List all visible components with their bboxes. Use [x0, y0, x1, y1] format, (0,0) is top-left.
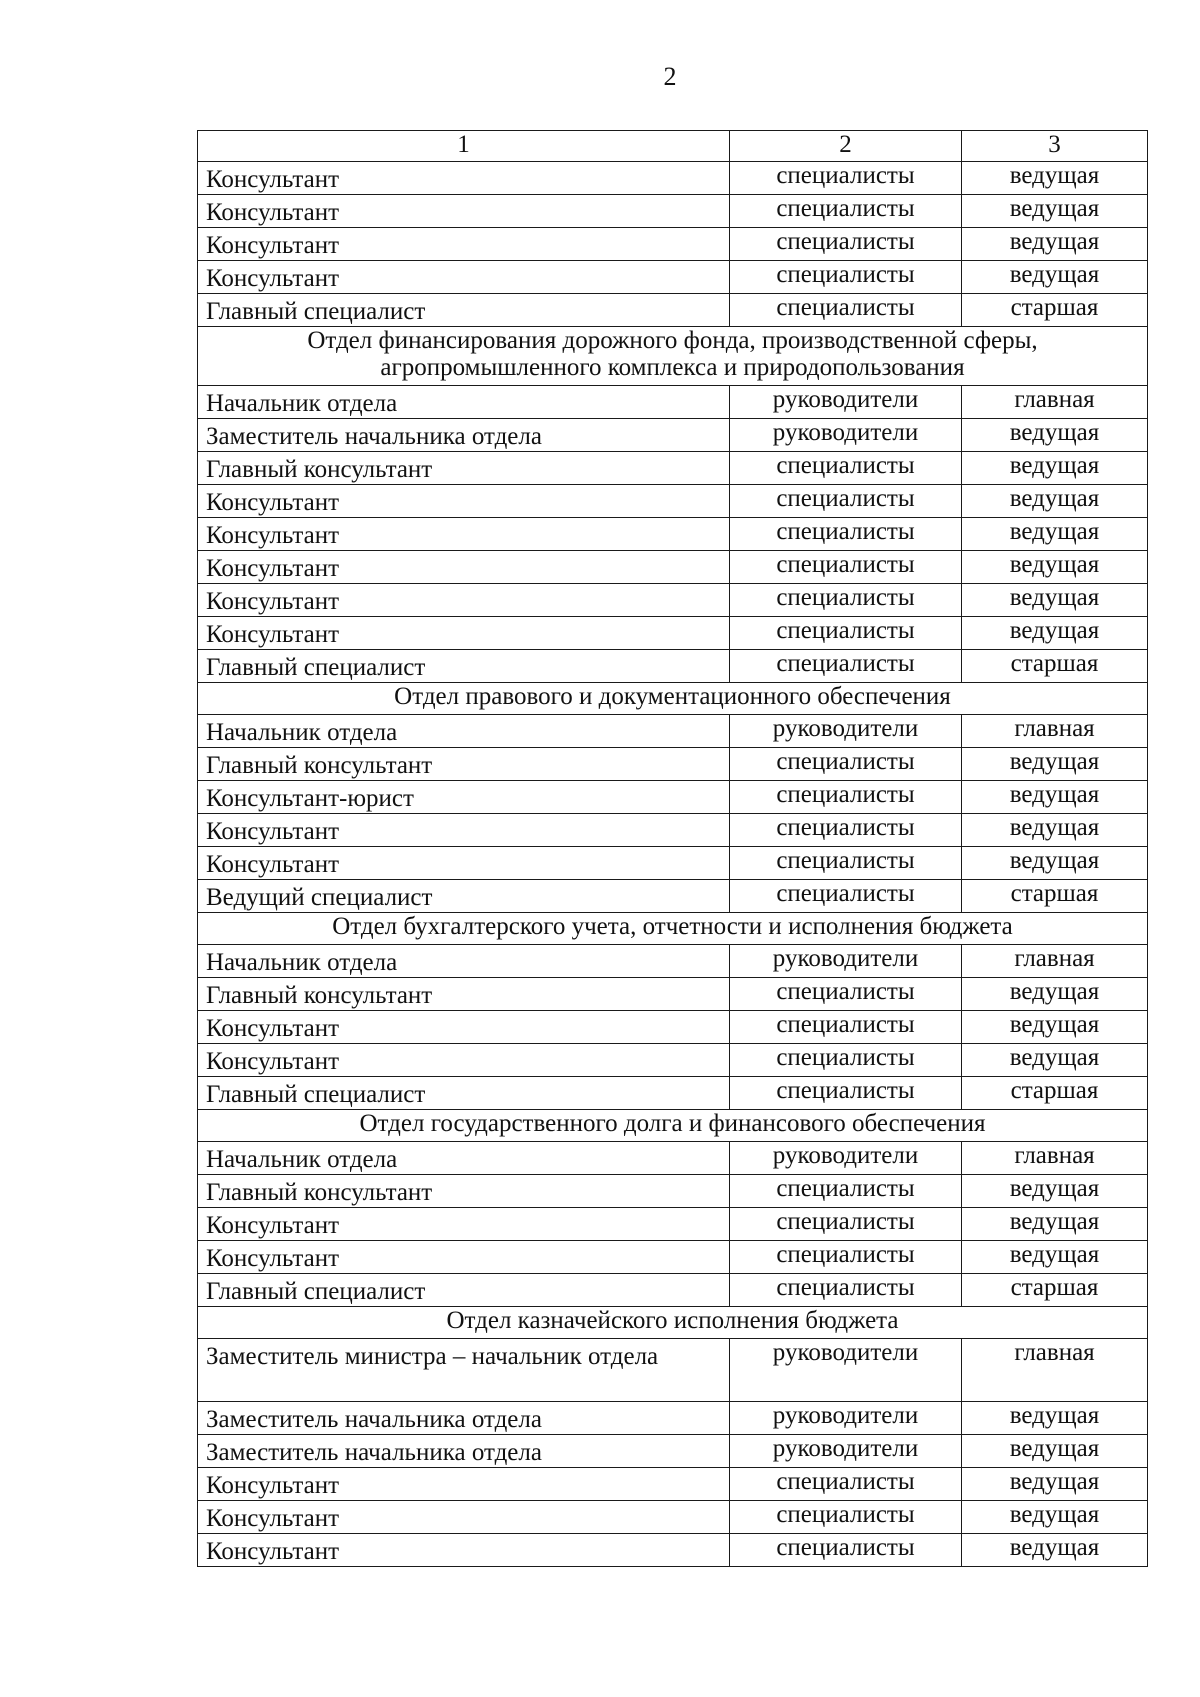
table-row	[198, 551, 1148, 584]
position-cell-text: Заместитель начальника отдела	[206, 1439, 542, 1466]
group-cell	[962, 945, 1148, 978]
category-cell	[730, 1142, 962, 1175]
position-cell-text: Консультант	[206, 489, 340, 516]
position-cell-text: Консультант	[206, 588, 340, 615]
table-row	[198, 1077, 1148, 1110]
group-cell-text: ведущая	[1009, 1241, 1100, 1268]
group-cell-text: старшая	[1010, 294, 1099, 321]
category-cell-text: специалисты	[776, 617, 915, 644]
department-title: Отдел правового и документационного обеспечения	[198, 683, 1148, 715]
group-cell-text: старшая	[1010, 1274, 1099, 1301]
table-row	[198, 294, 1148, 327]
group-cell-text: ведущая	[1009, 162, 1100, 189]
group-cell	[962, 1241, 1148, 1274]
department-section-row	[198, 913, 1148, 945]
category-cell	[730, 518, 962, 551]
category-cell-text: специалисты	[776, 847, 915, 874]
table-row	[198, 1208, 1148, 1241]
group-cell-text: ведущая	[1009, 195, 1100, 222]
group-cell-text: ведущая	[1009, 847, 1100, 874]
position-cell	[198, 1142, 730, 1175]
category-cell-text: специалисты	[776, 1175, 915, 1202]
category-cell	[730, 650, 962, 683]
group-cell	[962, 452, 1148, 485]
group-cell-text: ведущая	[1009, 1011, 1100, 1038]
group-cell	[962, 748, 1148, 781]
category-cell	[730, 617, 962, 650]
group-cell	[962, 195, 1148, 228]
category-cell	[730, 1175, 962, 1208]
category-cell	[730, 978, 962, 1011]
group-cell-text: ведущая	[1009, 1402, 1100, 1429]
position-cell-text: Консультант	[206, 818, 340, 845]
group-cell	[962, 1435, 1148, 1468]
department-section-row	[198, 1110, 1148, 1142]
group-cell	[962, 715, 1148, 748]
position-cell	[198, 650, 730, 683]
position-cell-text: Главный консультант	[206, 752, 433, 779]
table-row	[198, 1468, 1148, 1501]
position-cell	[198, 781, 730, 814]
category-cell-text: специалисты	[776, 485, 915, 512]
group-cell	[962, 551, 1148, 584]
group-cell	[962, 1044, 1148, 1077]
group-cell	[962, 880, 1148, 913]
group-cell	[962, 294, 1148, 327]
category-cell	[730, 1077, 962, 1110]
position-cell-text: Ведущий специалист	[206, 884, 433, 911]
category-cell-text: специалисты	[776, 1011, 915, 1038]
position-cell-text: Главный специалист	[206, 654, 426, 681]
position-cell-text: Консультант	[206, 851, 340, 878]
position-cell	[198, 228, 730, 261]
group-cell-text: ведущая	[1009, 1044, 1100, 1071]
position-cell-text: Консультант	[206, 1015, 340, 1042]
header-col-1: 1	[198, 131, 730, 162]
group-cell-text: ведущая	[1009, 1501, 1100, 1528]
group-cell	[962, 1534, 1148, 1567]
table-row	[198, 1339, 1148, 1402]
position-cell	[198, 847, 730, 880]
header-col-3: 3	[962, 131, 1148, 162]
table-row	[198, 617, 1148, 650]
position-cell-text: Консультант	[206, 621, 340, 648]
group-cell	[962, 1274, 1148, 1307]
category-cell-text: руководители	[772, 945, 919, 972]
category-cell	[730, 814, 962, 847]
group-cell-text: ведущая	[1009, 617, 1100, 644]
category-cell-text: специалисты	[776, 162, 915, 189]
category-cell-text: специалисты	[776, 195, 915, 222]
table-row	[198, 880, 1148, 913]
group-cell	[962, 1339, 1148, 1402]
category-cell	[730, 1339, 962, 1402]
category-cell	[730, 386, 962, 419]
page-number: 2	[663, 62, 677, 91]
category-cell-text: руководители	[772, 386, 919, 413]
group-cell	[962, 978, 1148, 1011]
category-cell	[730, 162, 962, 195]
category-cell	[730, 584, 962, 617]
position-cell-text: Консультант-юрист	[206, 785, 414, 812]
group-cell	[962, 162, 1148, 195]
category-cell	[730, 551, 962, 584]
group-cell	[962, 386, 1148, 419]
table-row	[198, 162, 1148, 195]
position-cell-text: Начальник отдела	[206, 1146, 398, 1173]
position-cell-text: Консультант	[206, 232, 340, 259]
position-cell	[198, 1402, 730, 1435]
department-section-row	[198, 1307, 1148, 1339]
category-cell-text: специалисты	[776, 1208, 915, 1235]
table-row	[198, 452, 1148, 485]
group-cell-text: ведущая	[1009, 261, 1100, 288]
group-cell-text: ведущая	[1009, 551, 1100, 578]
position-cell-text: Консультант	[206, 1048, 340, 1075]
category-cell	[730, 419, 962, 452]
category-cell-text: руководители	[772, 1435, 919, 1462]
position-cell	[198, 261, 730, 294]
category-cell	[730, 945, 962, 978]
table-row	[198, 1402, 1148, 1435]
category-cell	[730, 1044, 962, 1077]
group-cell-text: ведущая	[1009, 584, 1100, 611]
department-title: Отдел государственного долга и финансового обеспечения	[198, 1110, 1148, 1142]
position-cell	[198, 1175, 730, 1208]
position-cell	[198, 162, 730, 195]
category-cell	[730, 1468, 962, 1501]
category-cell-text: руководители	[772, 715, 919, 742]
group-cell-text: ведущая	[1009, 485, 1100, 512]
position-cell-text: Главный специалист	[206, 1278, 426, 1305]
header-col-2: 2	[730, 131, 962, 162]
table-row	[198, 1534, 1148, 1567]
position-cell	[198, 551, 730, 584]
category-cell-text: специалисты	[776, 650, 915, 677]
department-title: Отдел казначейского исполнения бюджета	[198, 1307, 1148, 1339]
table-row	[198, 1142, 1148, 1175]
category-cell-text: специалисты	[776, 551, 915, 578]
table-row	[198, 748, 1148, 781]
table-row	[198, 847, 1148, 880]
category-cell-text: специалисты	[776, 880, 915, 907]
category-cell	[730, 715, 962, 748]
group-cell	[962, 1011, 1148, 1044]
category-cell-text: руководители	[772, 1339, 919, 1366]
group-cell-text: главная	[1014, 1339, 1095, 1366]
position-cell	[198, 978, 730, 1011]
category-cell-text: специалисты	[776, 1501, 915, 1528]
category-cell-text: специалисты	[776, 1241, 915, 1268]
category-cell-text: специалисты	[776, 748, 915, 775]
table-row	[198, 945, 1148, 978]
position-cell	[198, 748, 730, 781]
category-cell-text: специалисты	[776, 781, 915, 808]
category-cell-text: специалисты	[776, 814, 915, 841]
category-cell	[730, 195, 962, 228]
position-cell-text: Консультант	[206, 265, 340, 292]
department-section-row	[198, 683, 1148, 715]
table-row	[198, 195, 1148, 228]
position-cell	[198, 1468, 730, 1501]
category-cell-text: специалисты	[776, 1468, 915, 1495]
group-cell	[962, 419, 1148, 452]
group-cell-text: ведущая	[1009, 814, 1100, 841]
position-cell-text: Консультант	[206, 555, 340, 582]
position-cell	[198, 386, 730, 419]
category-cell-text: специалисты	[776, 261, 915, 288]
position-cell-text: Главный специалист	[206, 298, 426, 325]
group-cell	[962, 584, 1148, 617]
table-row	[198, 419, 1148, 452]
position-cell-text: Заместитель министра – начальник отдела	[206, 1343, 659, 1370]
table-row	[198, 1435, 1148, 1468]
table-row	[198, 814, 1148, 847]
group-cell	[962, 1175, 1148, 1208]
group-cell	[962, 1468, 1148, 1501]
group-cell-text: ведущая	[1009, 748, 1100, 775]
group-cell-text: ведущая	[1009, 1534, 1100, 1561]
category-cell-text: специалисты	[776, 1274, 915, 1301]
category-cell	[730, 1011, 962, 1044]
category-cell	[730, 1274, 962, 1307]
position-cell	[198, 485, 730, 518]
category-cell-text: специалисты	[776, 584, 915, 611]
category-cell	[730, 847, 962, 880]
position-cell	[198, 880, 730, 913]
table-row	[198, 1274, 1148, 1307]
group-cell-text: главная	[1014, 386, 1095, 413]
department-title: Отдел бухгалтерского учета, отчетности и исполнения бюджета	[198, 913, 1148, 945]
position-cell	[198, 814, 730, 847]
position-cell	[198, 518, 730, 551]
position-cell-text: Начальник отдела	[206, 390, 398, 417]
group-cell	[962, 847, 1148, 880]
category-cell-text: специалисты	[776, 452, 915, 479]
group-cell-text: ведущая	[1009, 781, 1100, 808]
position-cell-text: Консультант	[206, 1472, 340, 1499]
position-cell-text: Консультант	[206, 522, 340, 549]
category-cell-text: руководители	[772, 419, 919, 446]
group-cell	[962, 485, 1148, 518]
position-cell-text: Начальник отдела	[206, 719, 398, 746]
category-cell	[730, 1435, 962, 1468]
table-row	[198, 1241, 1148, 1274]
positions-table	[197, 130, 1148, 1567]
group-cell-text: старшая	[1010, 650, 1099, 677]
category-cell-text: специалисты	[776, 518, 915, 545]
table-header-row	[198, 131, 1148, 162]
position-cell	[198, 1077, 730, 1110]
position-cell	[198, 1208, 730, 1241]
category-cell-text: специалисты	[776, 978, 915, 1005]
position-cell-text: Консультант	[206, 199, 340, 226]
category-cell-text: руководители	[772, 1142, 919, 1169]
group-cell	[962, 1501, 1148, 1534]
table-row	[198, 1044, 1148, 1077]
position-cell-text: Начальник отдела	[206, 949, 398, 976]
position-cell	[198, 1501, 730, 1534]
position-cell	[198, 1011, 730, 1044]
table-row	[198, 715, 1148, 748]
group-cell-text: ведущая	[1009, 1208, 1100, 1235]
table-row	[198, 584, 1148, 617]
category-cell-text: специалисты	[776, 1044, 915, 1071]
category-cell	[730, 485, 962, 518]
positions-table-container	[197, 130, 1147, 1567]
category-cell	[730, 1534, 962, 1567]
category-cell-text: специалисты	[776, 1077, 915, 1104]
group-cell-text: ведущая	[1009, 452, 1100, 479]
category-cell	[730, 294, 962, 327]
department-title: Отдел финансирования дорожного фонда, производственной сферы, агропромышленного комплекса и природопользования	[198, 327, 1148, 386]
position-cell	[198, 945, 730, 978]
table-row	[198, 386, 1148, 419]
position-cell-text: Главный консультант	[206, 1179, 433, 1206]
group-cell	[962, 1077, 1148, 1110]
group-cell	[962, 814, 1148, 847]
group-cell	[962, 650, 1148, 683]
group-cell-text: ведущая	[1009, 518, 1100, 545]
category-cell-text: руководители	[772, 1402, 919, 1429]
position-cell	[198, 1534, 730, 1567]
group-cell-text: ведущая	[1009, 1435, 1100, 1462]
group-cell	[962, 617, 1148, 650]
position-cell	[198, 715, 730, 748]
category-cell	[730, 1208, 962, 1241]
position-cell-text: Консультант	[206, 1505, 340, 1532]
department-section-row	[198, 327, 1148, 386]
positions-table-body	[198, 131, 1148, 1567]
category-cell	[730, 1501, 962, 1534]
position-cell	[198, 1339, 730, 1402]
position-cell	[198, 584, 730, 617]
group-cell-text: ведущая	[1009, 1175, 1100, 1202]
position-cell-text: Заместитель начальника отдела	[206, 423, 542, 450]
category-cell	[730, 880, 962, 913]
group-cell-text: ведущая	[1009, 228, 1100, 255]
table-row	[198, 781, 1148, 814]
category-cell	[730, 1241, 962, 1274]
table-row	[198, 978, 1148, 1011]
table-row	[198, 650, 1148, 683]
category-cell-text: специалисты	[776, 228, 915, 255]
group-cell	[962, 1208, 1148, 1241]
position-cell-text: Заместитель начальника отдела	[206, 1406, 542, 1433]
group-cell-text: главная	[1014, 715, 1095, 742]
group-cell-text: ведущая	[1009, 1468, 1100, 1495]
table-row	[198, 1501, 1148, 1534]
position-cell	[198, 419, 730, 452]
group-cell	[962, 1402, 1148, 1435]
position-cell	[198, 195, 730, 228]
table-row	[198, 228, 1148, 261]
table-row	[198, 1011, 1148, 1044]
position-cell-text: Консультант	[206, 1245, 340, 1272]
group-cell	[962, 781, 1148, 814]
position-cell	[198, 294, 730, 327]
category-cell-text: специалисты	[776, 1534, 915, 1561]
category-cell	[730, 228, 962, 261]
position-cell	[198, 1044, 730, 1077]
position-cell-text: Главный специалист	[206, 1081, 426, 1108]
position-cell	[198, 452, 730, 485]
category-cell	[730, 452, 962, 485]
group-cell	[962, 518, 1148, 551]
table-row	[198, 1175, 1148, 1208]
category-cell	[730, 781, 962, 814]
position-cell	[198, 617, 730, 650]
position-cell-text: Главный консультант	[206, 456, 433, 483]
position-cell	[198, 1241, 730, 1274]
category-cell	[730, 261, 962, 294]
table-row	[198, 261, 1148, 294]
table-row	[198, 485, 1148, 518]
position-cell-text: Консультант	[206, 1212, 340, 1239]
group-cell-text: ведущая	[1009, 978, 1100, 1005]
group-cell-text: ведущая	[1009, 419, 1100, 446]
category-cell-text: специалисты	[776, 294, 915, 321]
category-cell	[730, 1402, 962, 1435]
group-cell-text: старшая	[1010, 1077, 1099, 1104]
group-cell	[962, 228, 1148, 261]
group-cell	[962, 261, 1148, 294]
position-cell-text: Главный консультант	[206, 982, 433, 1009]
position-cell-text: Консультант	[206, 166, 340, 193]
table-row	[198, 518, 1148, 551]
group-cell-text: главная	[1014, 945, 1095, 972]
group-cell-text: главная	[1014, 1142, 1095, 1169]
category-cell	[730, 748, 962, 781]
group-cell	[962, 1142, 1148, 1175]
position-cell	[198, 1435, 730, 1468]
group-cell-text: старшая	[1010, 880, 1099, 907]
position-cell	[198, 1274, 730, 1307]
position-cell-text: Консультант	[206, 1538, 340, 1565]
